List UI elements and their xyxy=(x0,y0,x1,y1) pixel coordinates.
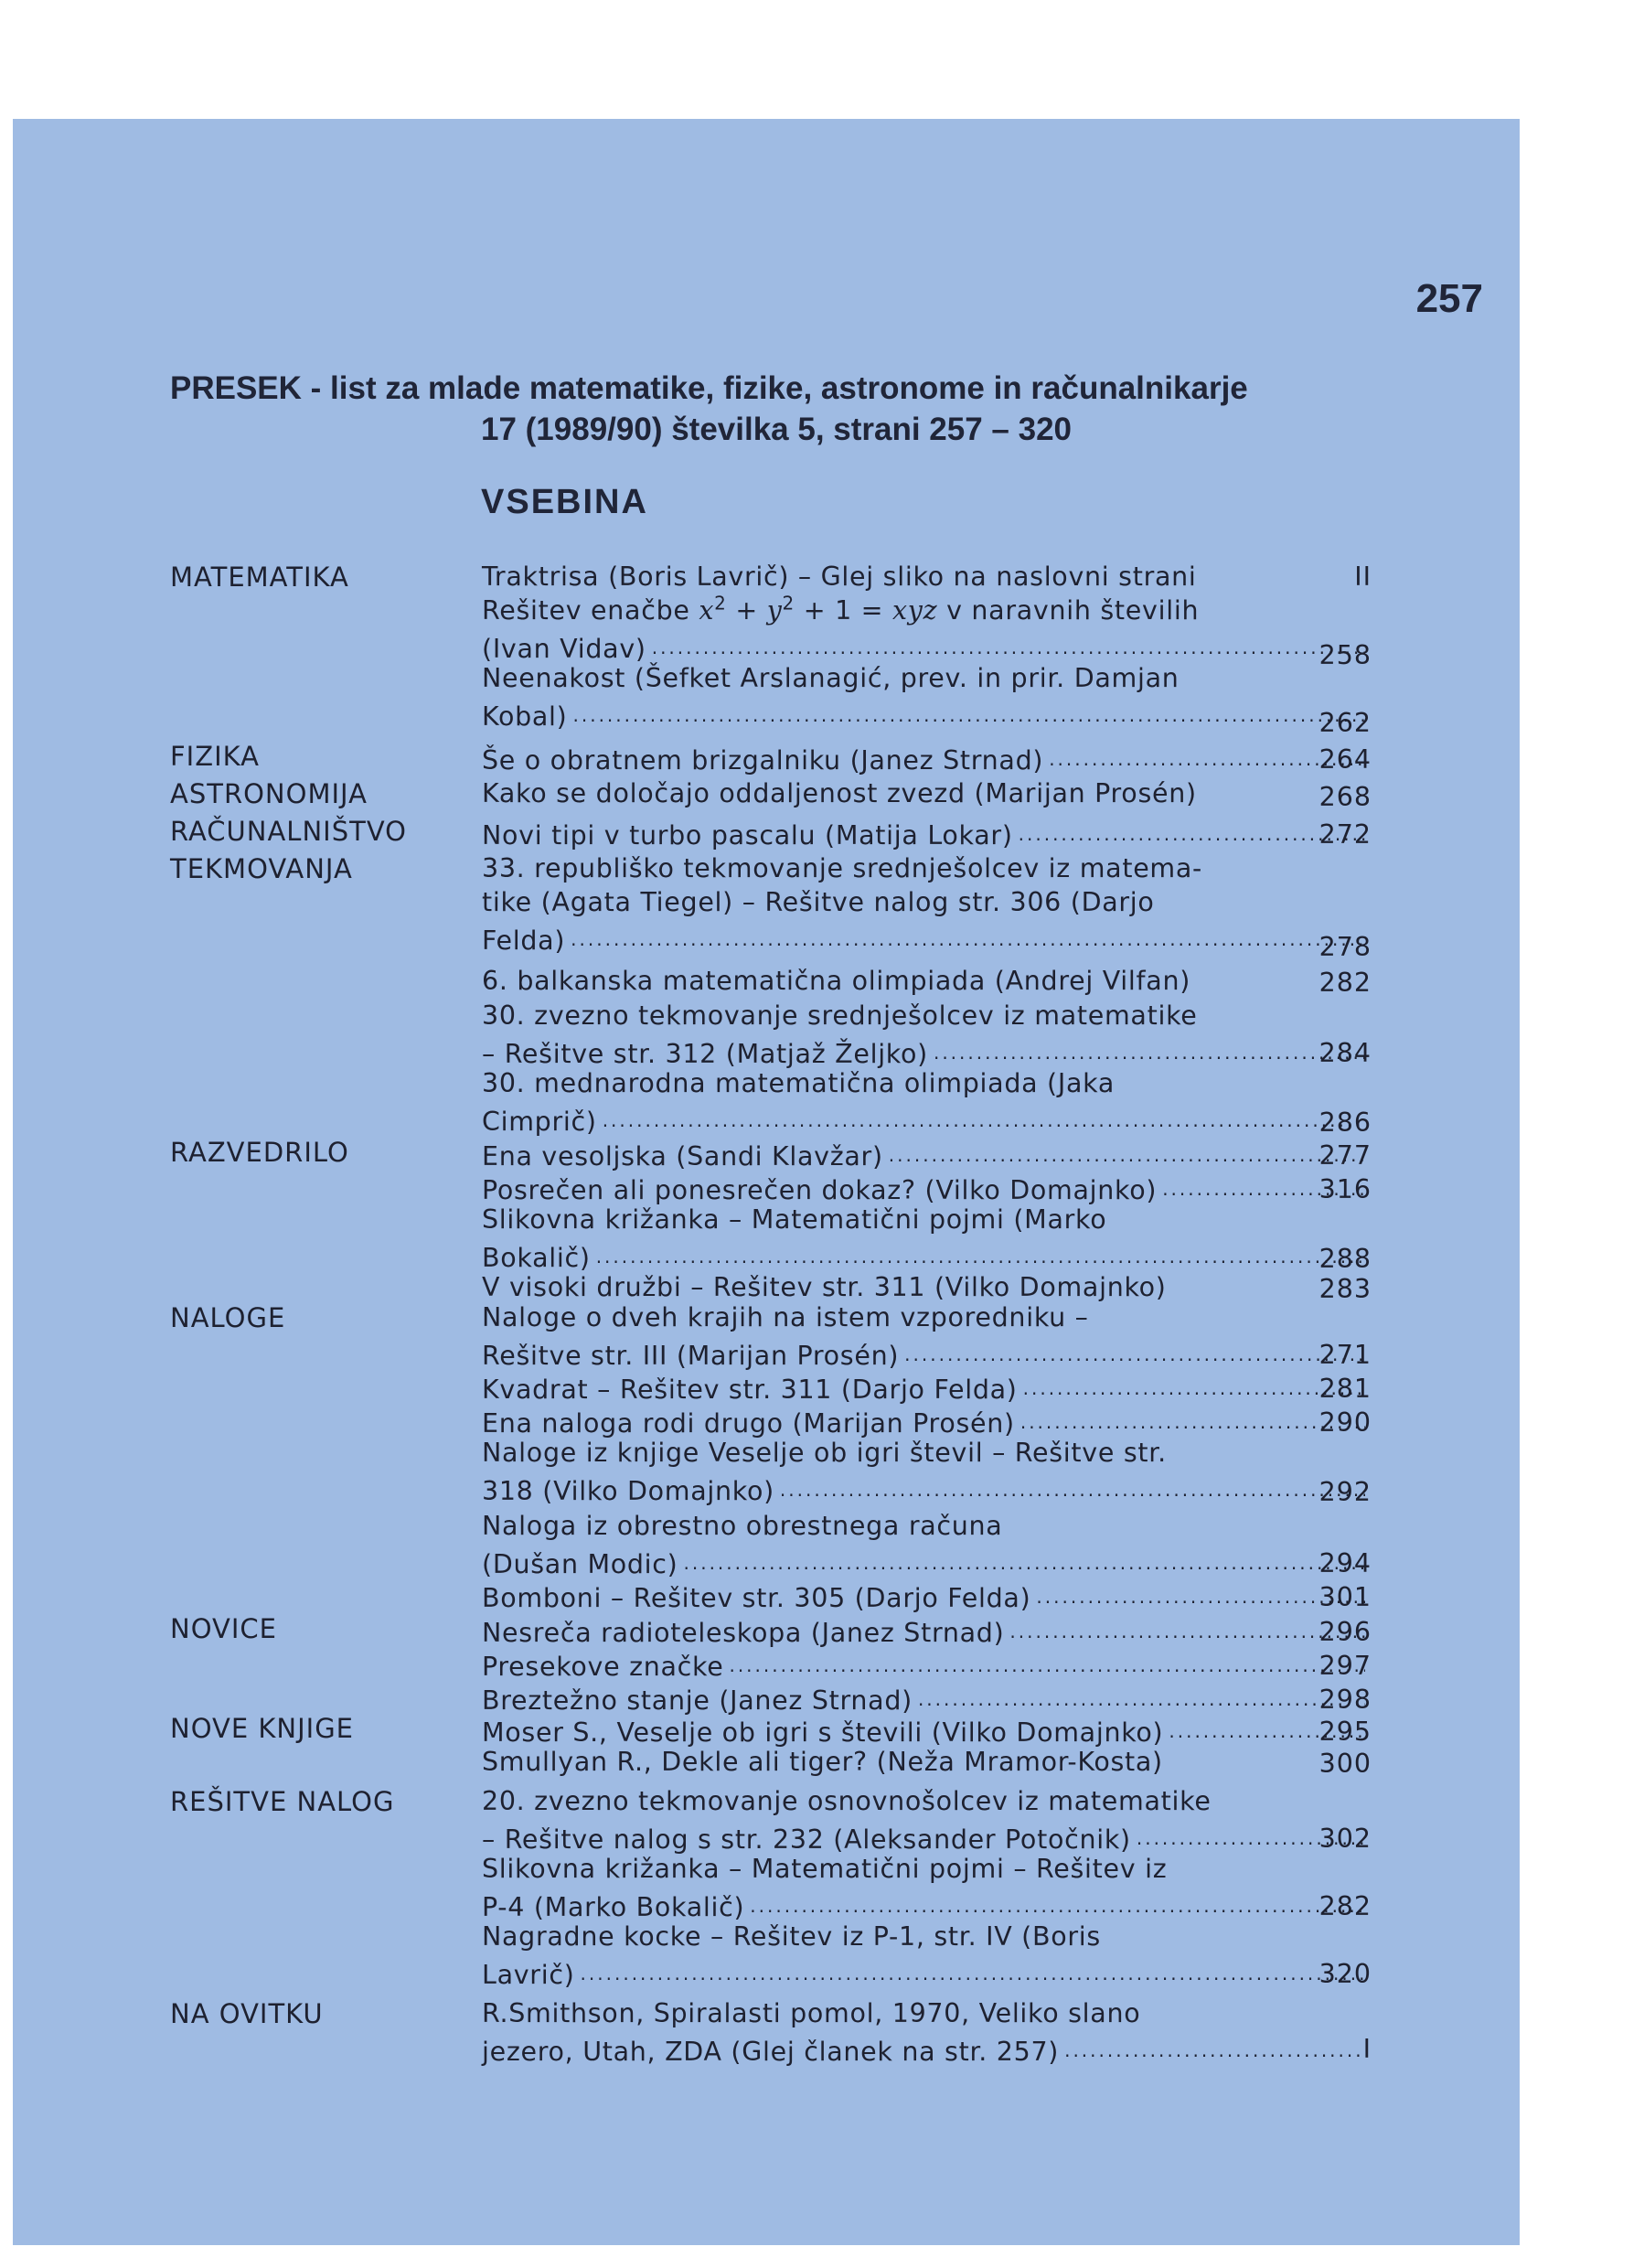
page-ref: 288 xyxy=(1318,1244,1372,1274)
toc-line: 6. balkanska matematična olimpiada (Andrej Vilfan) xyxy=(482,966,1191,996)
toc-line: Posrečen ali ponesrečen dokaz? (Vilko Domajnko) ..... xyxy=(482,1171,1371,1205)
toc-line: Ena naloga rodi drugo (Marijan Prosén) ..... xyxy=(482,1404,1371,1439)
page-ref: 271 xyxy=(1318,1340,1372,1370)
toc-line: – Rešitve nalog s str. 232 (Aleksander Potočnik) ..... xyxy=(482,1820,1371,1855)
toc-line: Nagradne kocke – Rešitev iz P-1, str. IV (Boris xyxy=(482,1921,1101,1952)
page-ref: 297 xyxy=(1318,1651,1372,1681)
page-ref: 316 xyxy=(1318,1174,1372,1204)
equation: $x^2 + y^2 + 1$ = xyz xyxy=(699,592,938,626)
toc-line: (Ivan Vidav) ..... xyxy=(482,629,1371,664)
toc-line: Felda) ..... xyxy=(482,921,1371,956)
masthead-line-2: 17 (1989/90) številka 5, strani 257 – 320 xyxy=(481,412,1073,447)
toc-line: 30. zvezno tekmovanje srednješolcev iz matematike xyxy=(482,1000,1198,1031)
toc-line: Rešitve str. III (Marijan Prosén) ..... xyxy=(482,1336,1371,1371)
toc-line: Še o obratnem brizgalniku (Janez Strnad) ..... xyxy=(482,741,1371,776)
section-novice: NOVICE xyxy=(170,1613,277,1644)
section-naloge: NALOGE xyxy=(170,1302,286,1333)
section-matematika: MATEMATIKA xyxy=(170,562,349,593)
page-number: 257 xyxy=(1415,276,1483,321)
toc-line: Neenakost (Šefket Arslanagić, prev. in prir. Damjan xyxy=(482,663,1180,693)
toc-line: Ena vesoljska (Sandi Klavžar) ..... xyxy=(482,1137,1371,1171)
page-ref: 286 xyxy=(1318,1107,1372,1138)
page-ref: 282 xyxy=(1318,968,1372,998)
page-ref: 272 xyxy=(1318,819,1372,850)
page-ref: 277 xyxy=(1318,1140,1372,1171)
page-ref: 264 xyxy=(1318,744,1372,775)
page-ref: 320 xyxy=(1318,1959,1372,1989)
page-ref: 258 xyxy=(1318,640,1372,670)
toc-line: Smullyan R., Dekle ali tiger? (Neža Mramor-Kosta) xyxy=(482,1747,1163,1777)
toc-line: Nesreča radioteleskopa (Janez Strnad) ..... xyxy=(482,1613,1371,1648)
section-fizika: FIZIKA xyxy=(170,741,260,772)
section-nove-knjige: NOVE KNJIGE xyxy=(170,1713,355,1744)
page-ref: 290 xyxy=(1318,1407,1372,1438)
section-racunalnistvo: RAČUNALNIŠTVO xyxy=(170,816,407,847)
section-razvedrilo: RAZVEDRILO xyxy=(170,1137,349,1168)
page-ref: 284 xyxy=(1318,1038,1372,1068)
contents-title: VSEBINA xyxy=(481,483,648,521)
toc-line: Breztežno stanje (Janez Strnad) ..... xyxy=(482,1681,1371,1716)
toc-line: Moser S., Veselje ob igri s števili (Vilko Domajnko) ..... xyxy=(482,1713,1371,1748)
toc-line: Novi tipi v turbo pascalu (Matija Lokar) ..... xyxy=(482,816,1371,850)
toc-line: Naloga iz obrestno obrestnega računa xyxy=(482,1511,1003,1541)
toc-line: Rešitev enačbe $x^2 + y^2 + 1$ = xyz v naravnih številih xyxy=(482,592,1200,626)
page-ref: I xyxy=(1362,2034,1372,2064)
page-ref: 301 xyxy=(1318,1582,1372,1612)
toc-line: Slikovna križanka – Matematični pojmi – Rešitev iz xyxy=(482,1854,1168,1884)
toc-line: Traktrisa (Boris Lavrič) – Glej sliko na naslovni strani xyxy=(482,562,1197,592)
toc-line: 30. mednarodna matematična olimpiada (Jaka xyxy=(482,1068,1115,1098)
page-ref: 300 xyxy=(1318,1749,1372,1779)
toc-line: jezero, Utah, ZDA (Glej članek na str. 257) ..... xyxy=(482,2032,1371,2067)
page-ref: 292 xyxy=(1318,1477,1372,1507)
page-ref: 268 xyxy=(1318,782,1372,812)
toc-line: Naloge iz knjige Veselje ob igri števil – Rešitve str. xyxy=(482,1438,1167,1468)
toc-line: – Rešitve str. 312 (Matjaž Željko) ..... xyxy=(482,1034,1371,1069)
section-na-ovitku: NA OVITKU xyxy=(170,1998,324,2029)
page-ref: 283 xyxy=(1318,1274,1372,1304)
masthead-line-1: PRESEK - list za mlade matematike, fizike, astronome in računalnikarje xyxy=(170,370,1248,406)
section-tekmovanja: TEKMOVANJA xyxy=(170,853,353,884)
toc-line: tike (Agata Tiegel) – Rešitve nalog str. 306 (Darjo xyxy=(482,887,1155,917)
page-ref: II xyxy=(1354,562,1372,592)
page-ref: 281 xyxy=(1318,1374,1372,1404)
section-astronomija: ASTRONOMIJA xyxy=(170,778,368,809)
toc-line: 33. republiško tekmovanje srednješolcev iz matema- xyxy=(482,853,1203,883)
toc-line: Kobal) ..... xyxy=(482,697,1371,732)
toc-line: R.Smithson, Spiralasti pomol, 1970, Veliko slano xyxy=(482,1998,1141,2028)
toc-line: P-4 (Marko Bokalič) ..... xyxy=(482,1888,1371,1922)
toc-line: Kako se določajo oddaljenost zvezd (Marijan Prosén) xyxy=(482,778,1197,808)
page-ref: 296 xyxy=(1318,1617,1372,1647)
toc-line: Slikovna križanka – Matematični pojmi (Marko xyxy=(482,1204,1107,1235)
page-ref: 262 xyxy=(1318,708,1372,738)
page-ref: 294 xyxy=(1318,1548,1372,1578)
toc-line: 20. zvezno tekmovanje osnovnošolcev iz matematike xyxy=(482,1786,1212,1816)
page-ref: 295 xyxy=(1318,1717,1372,1747)
toc-line: V visoki družbi – Rešitev str. 311 (Vilko Domajnko) xyxy=(482,1272,1167,1302)
page-ref: 302 xyxy=(1318,1824,1372,1854)
page-ref: 278 xyxy=(1318,932,1372,962)
toc-line: Kvadrat – Rešitev str. 311 (Darjo Felda) ..... xyxy=(482,1370,1371,1405)
toc-line: 318 (Vilko Domajnko) ..... xyxy=(482,1471,1371,1506)
page-ref: 298 xyxy=(1318,1685,1372,1715)
toc-line: Cimprič) ..... xyxy=(482,1102,1371,1137)
toc-line: (Dušan Modic) ..... xyxy=(482,1545,1371,1579)
section-resitve-nalog: REŠITVE NALOG xyxy=(170,1786,395,1817)
toc-line: Lavrič) ..... xyxy=(482,1955,1371,1990)
page-ref: 282 xyxy=(1318,1891,1372,1921)
toc-line: Bomboni – Rešitev str. 305 (Darjo Felda) ..... xyxy=(482,1578,1371,1613)
toc-line: Presekove značke ..... xyxy=(482,1647,1371,1682)
toc-line: Naloge o dveh krajih na istem vzporedniku – xyxy=(482,1302,1089,1332)
toc-line: Bokalič) ..... xyxy=(482,1238,1371,1273)
